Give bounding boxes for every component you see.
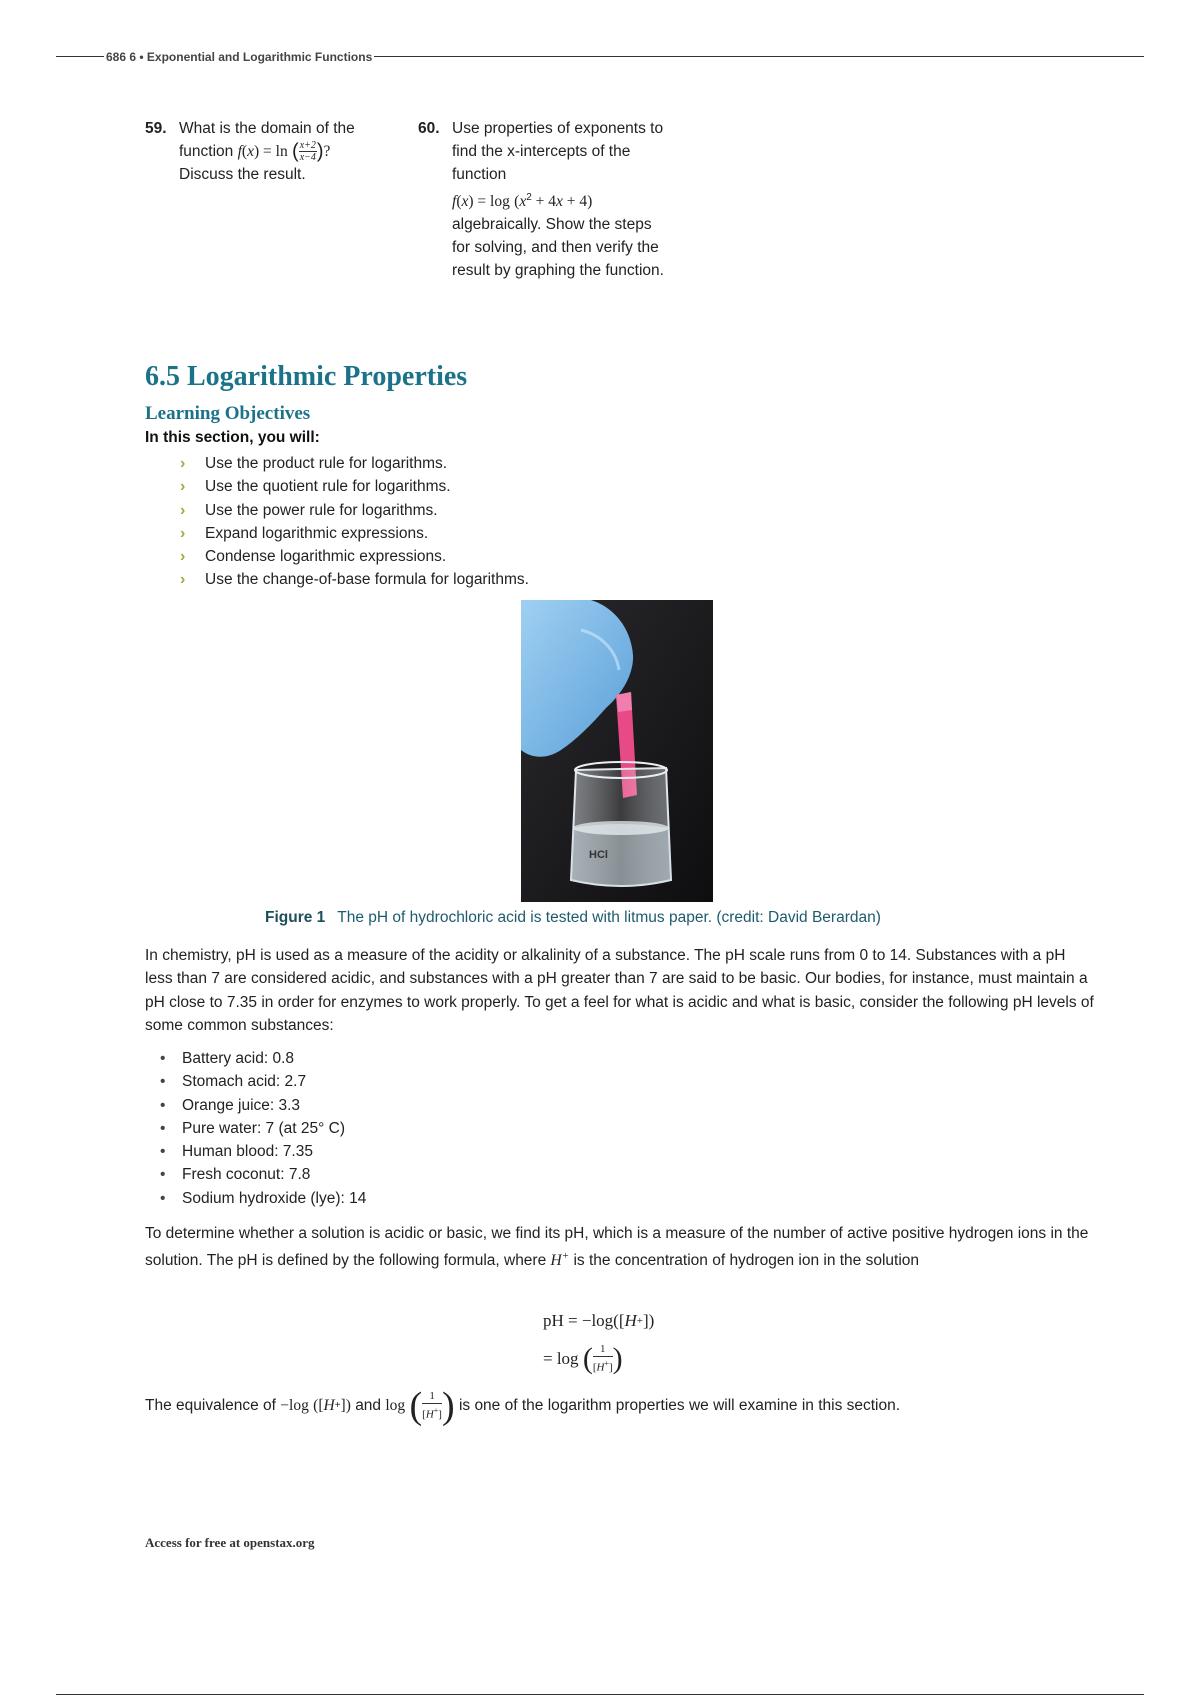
hydrogen-ion-symbol: H+ — [550, 1250, 570, 1270]
figure-caption-text: The pH of hydrochloric acid is tested with litmus paper. (credit: David Berardan) — [337, 909, 881, 926]
list-item: • Orange juice: 3.3 — [160, 1094, 366, 1117]
chevron-right-icon: › — [180, 548, 186, 566]
exercise-text: algebraically. Show the steps for solving, and then verify the result by graphing the function. — [452, 216, 664, 280]
figure-caption — [265, 909, 881, 927]
list-item: › Use the power rule for logarithms. — [180, 499, 529, 522]
figure-photo — [521, 600, 713, 902]
exercise-text: Discuss the result. — [179, 166, 306, 184]
footer-text: Access for free at openstax.org — [145, 1535, 315, 1550]
learning-objectives-list — [180, 452, 529, 592]
list-item: • Sodium hydroxide (lye): 14 — [160, 1187, 366, 1210]
list-item: • Battery acid: 0.8 — [160, 1047, 366, 1070]
exercise-formula: $f(x) = \log (x^2 + 4x + 4)$ — [452, 192, 593, 211]
formula-line: pH = −log([ H + ]) — [543, 1311, 655, 1330]
chevron-right-icon: › — [180, 524, 186, 542]
chevron-right-icon: › — [180, 571, 186, 589]
learning-objectives-intro: In this section, you will: — [145, 429, 320, 446]
figure-label: Figure 1 — [265, 909, 326, 926]
chevron-right-icon: › — [180, 501, 186, 519]
exercise-text: Use properties of exponents to find the x-intercepts of the function — [452, 120, 664, 183]
list-item: › Use the product rule for logarithms. — [180, 452, 529, 475]
list-item: › Use the change-of-base formula for logarithms. — [180, 568, 529, 591]
chevron-right-icon: › — [180, 478, 186, 496]
equivalence-paragraph: The equivalence of −log ([ H + ]) and log ( $\frac{1}{[H^+]}$ ) is one of the logarithm properties we will examine in this section. — [145, 1385, 901, 1427]
list-item: › Use the quotient rule for logarithms. — [180, 475, 529, 498]
exercise-text: What is the domain of the — [179, 120, 355, 137]
definition-paragraph: To determine whether a solution is acidic or basic, we find its pH, which is a measure of the number of active positive hydrogen ions in the solution. The pH is defined by the following formula, where H+ is the concentration of hydrogen ion in the solution — [145, 1225, 1089, 1270]
learning-objectives-title: Learning Objectives — [145, 403, 311, 424]
ph-levels-list — [160, 1047, 366, 1210]
exercise-60 — [418, 117, 688, 282]
exercise-formula-line: function f(x) = ln ( $\frac{x+2}{x-4}$ )? — [179, 140, 331, 164]
exercise-number: 60. — [418, 120, 440, 137]
exercise-number: 59. — [145, 120, 167, 137]
list-item: • Stomach acid: 2.7 — [160, 1070, 366, 1093]
ph-formula — [543, 1302, 654, 1378]
exercise-59 — [145, 117, 405, 186]
chevron-right-icon: › — [180, 455, 186, 472]
domain-formula: f — [237, 143, 242, 160]
fraction: $\frac{x+2}{x-4}$ — [299, 140, 316, 164]
list-item: • Fresh coconut: 7.8 — [160, 1163, 366, 1186]
running-header: 686 6 • Exponential and Logarithmic Functions — [106, 50, 373, 64]
list-item: • Pure water: 7 (at 25° C) — [160, 1117, 366, 1140]
list-item: • Human blood: 7.35 — [160, 1140, 366, 1163]
footer-rule — [56, 1694, 1144, 1695]
list-item: › Expand logarithmic expressions. — [180, 522, 529, 545]
intro-paragraph: In chemistry, pH is used as a measure of the acidity or alkalinity of a substance. The pH scale runs from 0 to 14. Substances with a pH less than 7 are considered acidic, and substances with a pH greater than 7 are said to be basic. Our bodies, for instance, must maintain a pH close to 7.35 in order for enzymes to work properly. To get a feel for what is acidic and what is basic, consider the following pH levels of some common substances: — [145, 947, 1094, 1034]
list-item: › Condense logarithmic expressions. — [180, 545, 529, 568]
formula-line: = log ( $\frac{1}{[H^+]}$ ) — [543, 1342, 623, 1375]
beaker-label: HCl — [589, 849, 608, 861]
section-title: 6.5 Logarithmic Properties — [145, 361, 468, 392]
